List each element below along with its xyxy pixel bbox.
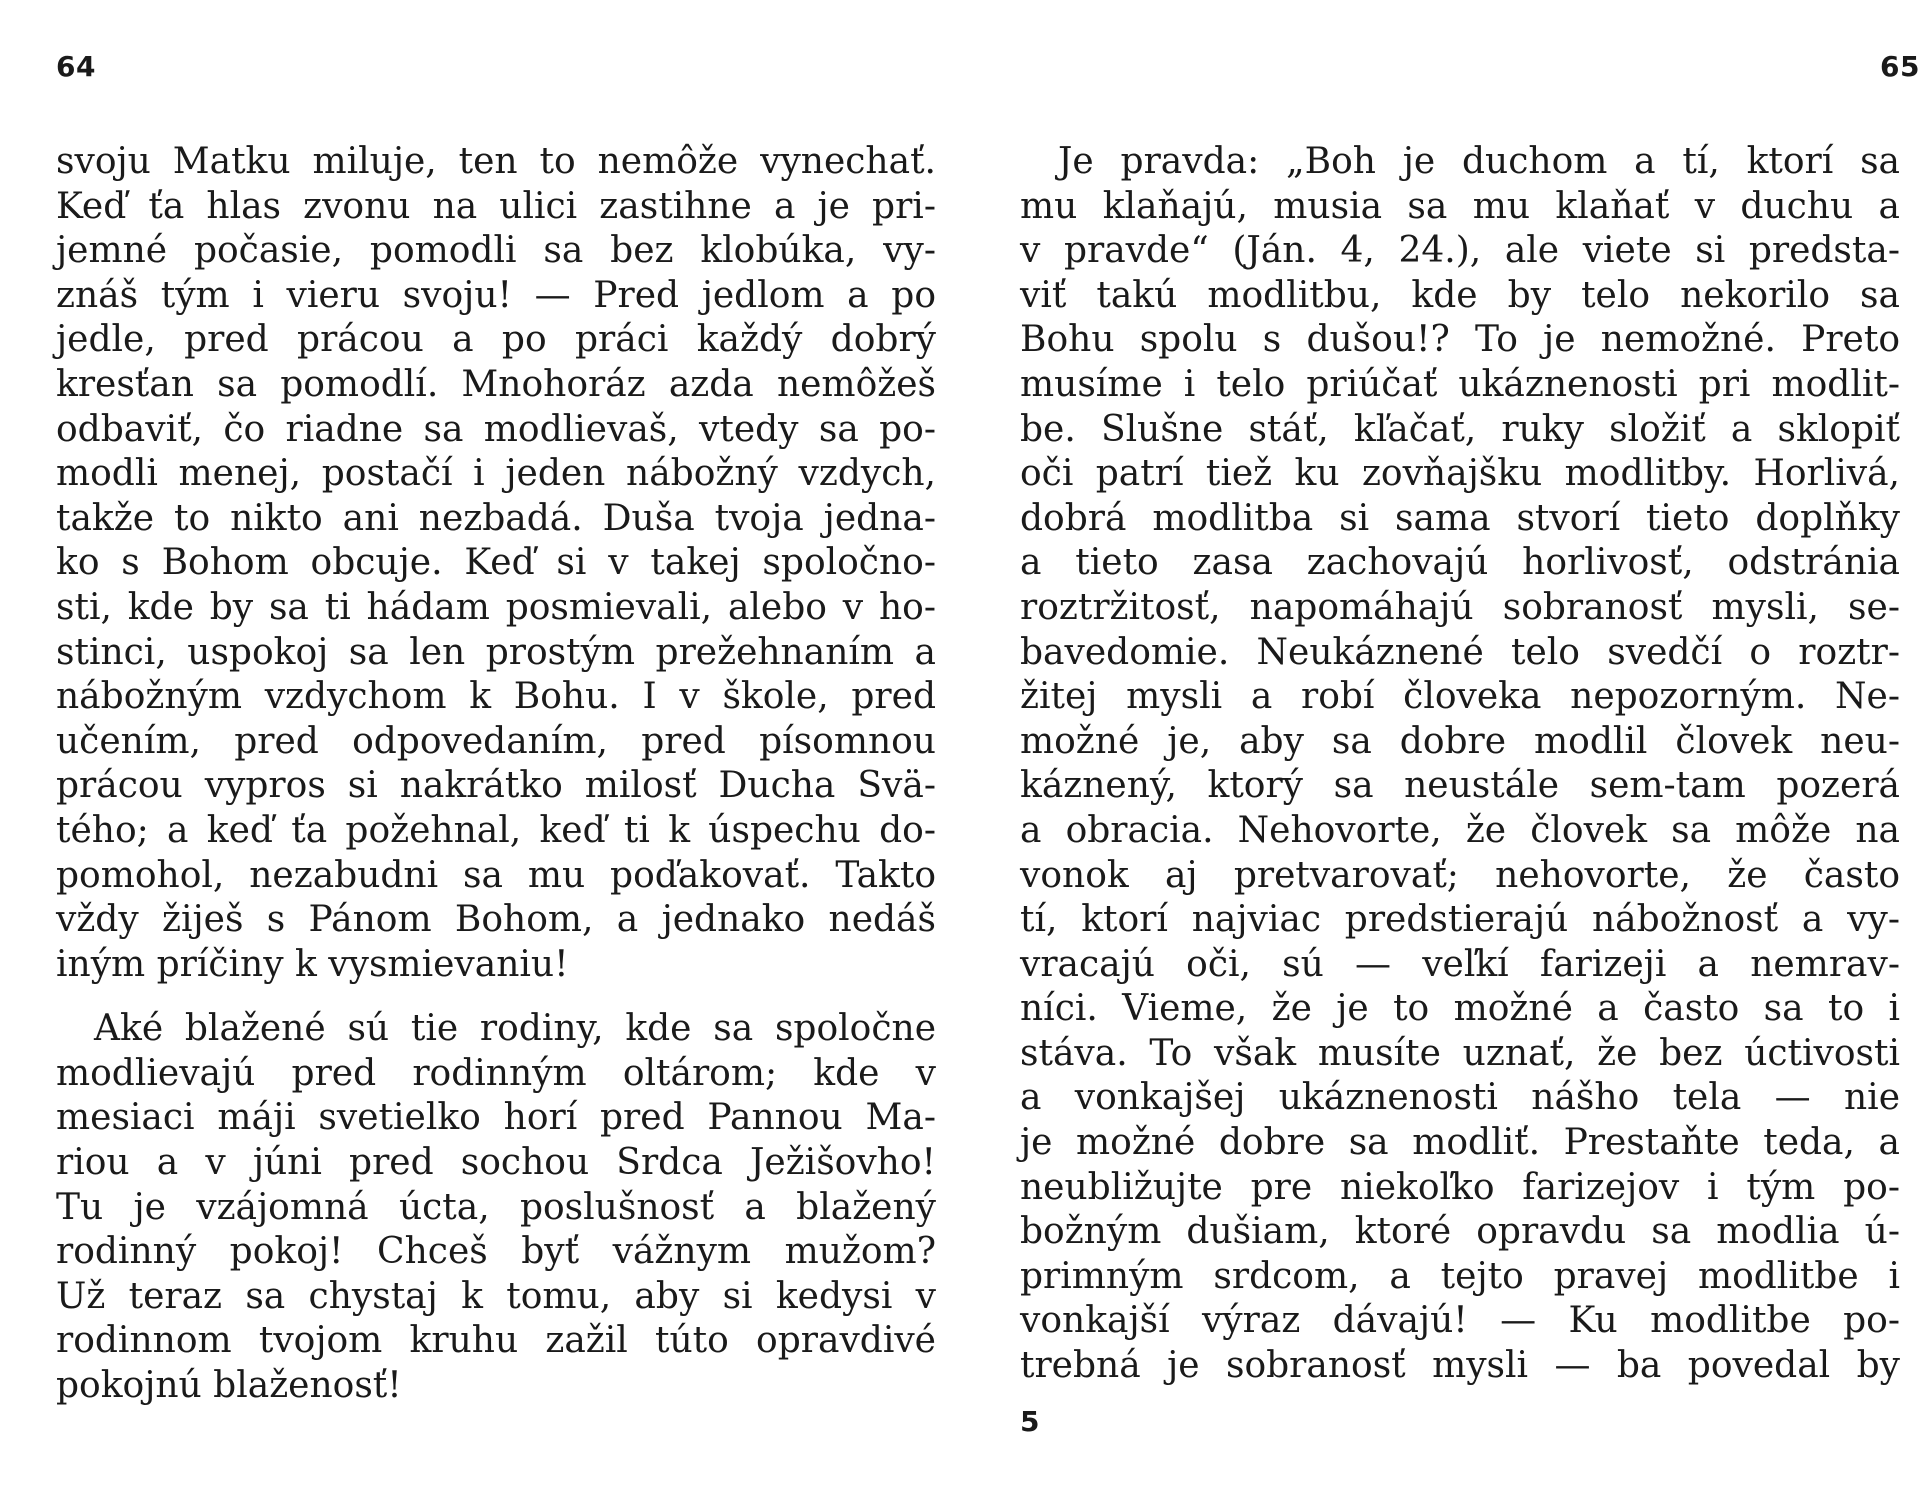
right-page <box>1020 0 1920 1500</box>
text-line: Keď ťa hlas zvonu na ulici zastihne a je pri- <box>56 185 936 227</box>
left-paragraph-1 <box>56 140 936 987</box>
text-line: božným dušiam, ktoré opravdu sa modlia ú- <box>1020 1211 1900 1253</box>
text-line: oči patrí tiež ku zovňajšku modlitby. Horlivá, <box>1020 453 1900 495</box>
text-line: tí, ktorí najviac predstierajú nábožnosť a vy- <box>1020 899 1900 941</box>
text-line: pomohol, nezabudni sa mu poďakovať. Takto <box>56 854 936 896</box>
text-line: a tieto zasa zachovajú horlivosť, odstránia <box>1020 542 1900 584</box>
text-line: stinci, uspokoj sa len prostým prežehnaním a <box>56 631 936 673</box>
left-paragraph-2 <box>56 1007 936 1408</box>
text-line: tého; a keď ťa požehnal, keď ti k úspechu do- <box>56 809 936 851</box>
text-line: dobrá modlitba si sama stvorí tieto doplňky <box>1020 497 1900 539</box>
right-paragraph-1 <box>1020 140 1900 1389</box>
left-text-block <box>56 140 936 1409</box>
text-line: Je pravda: „Boh je duchom a tí, ktorí sa <box>1058 141 1900 182</box>
text-line: znáš tým i vieru svoju! — Pred jedlom a po <box>56 274 936 316</box>
text-line: viť takú modlitbu, kde by telo nekorilo sa <box>1020 274 1900 316</box>
left-page <box>56 0 956 1500</box>
text-line: riou a v júni pred sochou Srdca Ježišovho! <box>56 1142 936 1184</box>
text-line: je možné dobre sa modliť. Prestaňte teda, a <box>1020 1122 1900 1164</box>
text-line: be. Slušne stáť, kľačať, ruky složiť a sklopiť <box>1020 408 1900 450</box>
text-line: a obracia. Nehovorte, že človek sa môže na <box>1020 809 1900 851</box>
text-line: jemné počasie, pomodli sa bez klobúka, vy- <box>56 230 936 272</box>
text-line: modli menej, postačí i jeden nábožný vzdych, <box>56 453 936 495</box>
text-line: vonok aj pretvarovať; nehovorte, že často <box>1020 854 1900 896</box>
text-line: musíme i telo priúčať ukáznenosti pri modlit- <box>1020 363 1900 405</box>
text-line: možné je, aby sa dobre modlil človek neu- <box>1020 720 1900 762</box>
text-line: vracajú oči, sú — veľkí farizeji a nemrav- <box>1020 943 1900 985</box>
text-line: mu klaňajú, musia sa mu klaňať v duchu a <box>1020 185 1900 227</box>
text-line: kresťan sa pomodlí. Mnohoráz azda nemôžeš <box>56 363 936 405</box>
text-line: jedle, pred prácou a po práci každý dobrý <box>56 319 936 361</box>
text-line: vonkajší výraz dávajú! — Ku modlitbe po- <box>1020 1300 1900 1342</box>
text-line: Aké blažené sú tie rodiny, kde sa spoločne <box>94 1008 936 1050</box>
text-line: roztržitosť, napomáhajú sobranosť mysli, se- <box>1020 586 1900 628</box>
text-line: Bohu spolu s dušou!? To je nemožné. Preto <box>1020 319 1900 361</box>
text-line: káznený, ktorý sa neustále sem-tam pozerá <box>1020 765 1900 807</box>
text-line: modlievajú pred rodinným oltárom; kde v <box>56 1052 936 1094</box>
text-line: ko s Bohom obcuje. Keď si v takej spoločno- <box>56 542 936 584</box>
signature-mark: 5 <box>1020 1405 1040 1438</box>
text-line: mesiaci máji svetielko horí pred Pannou Ma- <box>56 1097 936 1139</box>
text-line: takže to nikto ani nezbadá. Duša tvoja jedna- <box>56 497 936 539</box>
text-line: pokojnú blaženosť! <box>56 1365 402 1407</box>
text-line: trebná je sobranosť mysli — ba povedal by <box>1020 1345 1900 1387</box>
text-line: v pravde“ (Ján. 4, 24.), ale viete si predsta- <box>1020 230 1900 272</box>
text-line: iným príčiny k vysmievaniu! <box>56 943 569 985</box>
text-line: Už teraz sa chystaj k tomu, aby si kedysi v <box>56 1275 936 1317</box>
text-line: svoju Matku miluje, ten to nemôže vynechať. <box>56 141 936 182</box>
text-line: níci. Vieme, že je to možné a často sa to i <box>1020 988 1900 1030</box>
page-number-left: 64 <box>56 50 96 83</box>
text-line: stáva. To však musíte uznať, že bez úctivosti <box>1020 1032 1900 1074</box>
text-line: vždy žiješ s Pánom Bohom, a jednako nedáš <box>56 899 936 941</box>
text-line: Tu je vzájomná úcta, poslušnosť a blažený <box>56 1186 936 1228</box>
right-text-block <box>1020 140 1900 1389</box>
text-line: prácou vypros si nakrátko milosť Ducha Svä- <box>56 765 936 807</box>
text-line: neubližujte pre niekoľko farizejov i tým po- <box>1020 1166 1900 1208</box>
text-line: odbaviť, čo riadne sa modlievaš, vtedy sa po- <box>56 408 936 450</box>
page-number-right: 65 <box>1880 50 1920 83</box>
text-line: primným srdcom, a tejto pravej modlitbe i <box>1020 1255 1900 1297</box>
text-line: rodinnom tvojom kruhu zažil túto opravdivé <box>56 1320 936 1362</box>
text-line: nábožným vzdychom k Bohu. I v škole, pred <box>56 676 936 718</box>
text-line: bavedomie. Neukáznené telo svedčí o roztr- <box>1020 631 1900 673</box>
text-line: učením, pred odpovedaním, pred písomnou <box>56 720 936 762</box>
text-line: žitej mysli a robí človeka nepozorným. Ne- <box>1020 676 1900 718</box>
text-line: rodinný pokoj! Chceš byť vážnym mužom? <box>56 1231 936 1273</box>
text-line: sti, kde by sa ti hádam posmievali, alebo v ho- <box>56 586 936 628</box>
text-line: a vonkajšej ukáznenosti nášho tela — nie <box>1020 1077 1900 1119</box>
